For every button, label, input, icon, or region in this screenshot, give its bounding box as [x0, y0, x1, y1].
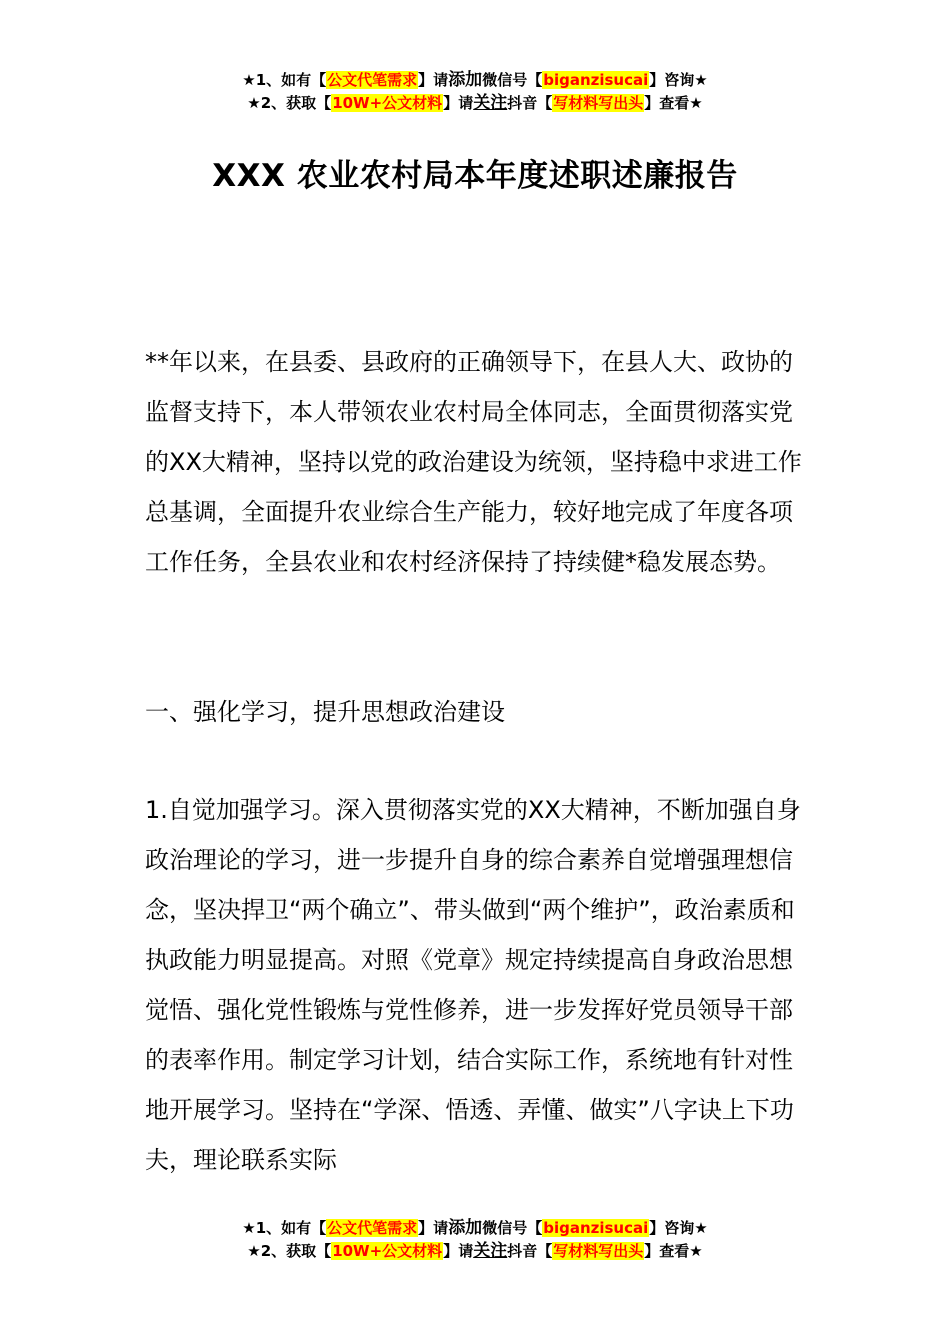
promo-douyin-id: 写材料写出头: [553, 94, 644, 112]
promo-emphasis: 关注: [473, 1241, 508, 1261]
promo-highlight: 10W+公文材料: [332, 94, 443, 112]
promo-wechat-id: biganzisucai: [543, 71, 649, 89]
promo-suffix: 】咨询★: [649, 1219, 708, 1237]
promo-suffix: 】咨询★: [649, 71, 708, 89]
promo-highlight: 公文代笔需求: [327, 71, 418, 89]
promo-emphasis: 关注: [473, 93, 508, 113]
promo-prefix: ★1、如有【: [242, 71, 327, 89]
intro-paragraph: [145, 337, 810, 587]
promo-text: 微信号【: [482, 71, 543, 89]
promo-text: 】请: [443, 1242, 474, 1260]
promo-line-2: [0, 92, 950, 115]
section-heading-text: 一、强化学习，提升思想政治建设: [145, 698, 505, 726]
promo-text: 抖音【: [507, 1242, 553, 1260]
promo-text: 】请: [418, 1219, 449, 1237]
document-title: XXX 农业农村局本年度述职述廉报告: [212, 158, 738, 194]
promo-prefix: ★2、获取【: [247, 94, 332, 112]
promo-prefix: ★1、如有【: [242, 1219, 327, 1237]
promo-text: 抖音【: [507, 94, 553, 112]
promo-wechat-id: biganzisucai: [543, 1219, 649, 1237]
promo-text: 】请: [443, 94, 474, 112]
promo-suffix: 】查看★: [644, 1242, 703, 1260]
paragraph-text: **年以来，在县委、县政府的正确领导下，在县人大、政协的监督支持下，本人带领农业农村局全体同志，全面贯彻落实党的XX大精神，坚持以党的政治建设为统领，坚持稳中求进工作总基调，全面提升农业综合生产能力，较好地完成了年度各项工作任务，全县农业和农村经济保持了持续健*稳发展态势。: [145, 348, 802, 576]
promo-banner-top: [0, 69, 950, 115]
promo-line-1: [0, 69, 950, 92]
section-paragraph: [145, 785, 810, 1185]
promo-line-1: [0, 1217, 950, 1240]
promo-emphasis: 添加: [448, 70, 483, 90]
promo-line-2: [0, 1240, 950, 1263]
promo-suffix: 】查看★: [644, 94, 703, 112]
promo-douyin-id: 写材料写出头: [553, 1242, 644, 1260]
promo-emphasis: 添加: [448, 1218, 483, 1238]
paragraph-text: 1.自觉加强学习。深入贯彻落实党的XX大精神，不断加强自身政治理论的学习，进一步提升自身的综合素养自觉增强理想信念，坚决捍卫“两个确立”、带头做到“两个维护”，政治素质和执政能力明显提高。对照《党章》规定持续提高自身政治思想觉悟、强化党性锻炼与党性修养，进一步发挥好党员领导干部的表率作用。制定学习计划，结合实际工作，系统地有针对性地开展学习。坚持在“学深、悟透、弄懂、做实”八字诀上下功夫，理论联系实际: [145, 796, 801, 1174]
promo-text: 微信号【: [482, 1219, 543, 1237]
section-heading: [145, 687, 810, 737]
promo-highlight: 公文代笔需求: [327, 1219, 418, 1237]
promo-banner-bottom: [0, 1217, 950, 1263]
promo-highlight: 10W+公文材料: [332, 1242, 443, 1260]
promo-prefix: ★2、获取【: [247, 1242, 332, 1260]
promo-text: 】请: [418, 71, 449, 89]
